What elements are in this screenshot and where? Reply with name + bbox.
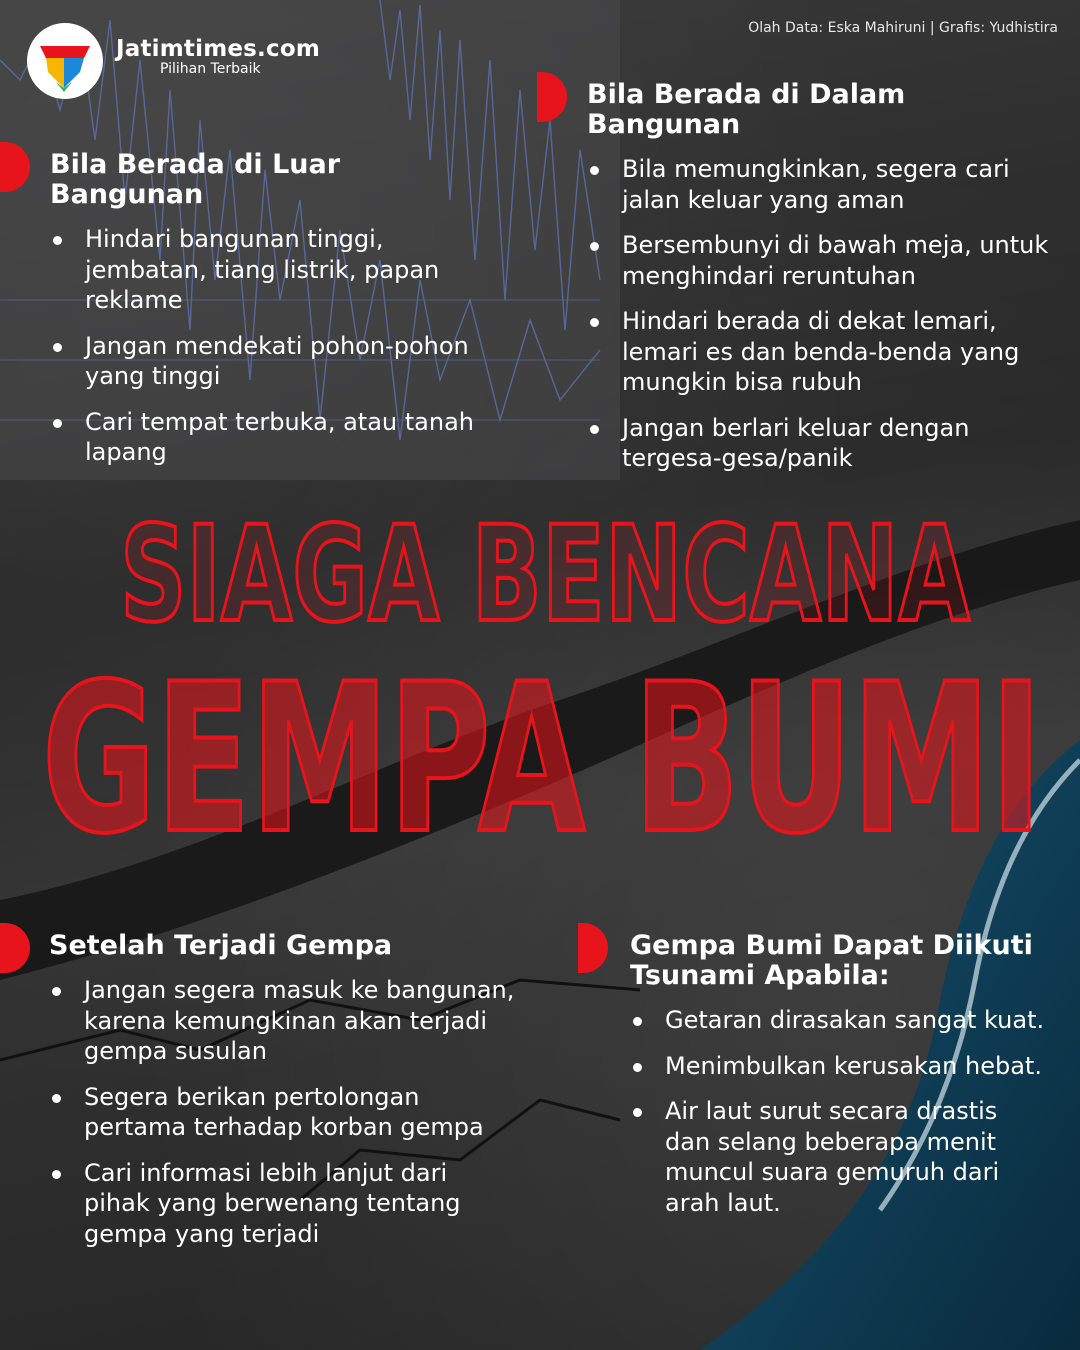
bullet-list — [49, 975, 519, 1249]
bullet-list — [587, 154, 1057, 474]
list-item: Bila memungkinkan, segera cari jalan keluar yang aman — [587, 154, 1057, 215]
list-item: Cari informasi lebih lanjut dari pihak yang berwenang tentang gempa yang terjadi — [49, 1158, 519, 1250]
bullet-list — [50, 224, 480, 468]
credit-line: Olah Data: Eska Mahiruni | Grafis: Yudhistira — [748, 20, 1058, 36]
section-after — [49, 931, 519, 1264]
list-item: Jangan segera masuk ke bangunan, karena kemungkinan akan terjadi gempa susulan — [49, 975, 519, 1067]
title-line-2: GEMPA BUMI — [42, 641, 1042, 850]
list-item: Getaran dirasakan sangat kuat. — [630, 1005, 1050, 1036]
list-item: Segera berikan pertolongan pertama terhadap korban gempa — [49, 1082, 519, 1143]
section-heading: Gempa Bumi Dapat Diikuti Tsunami Apabila: — [630, 930, 1033, 991]
section-tsunami — [630, 931, 1050, 1233]
list-item: Jangan mendekati pohon-pohon yang tinggi — [50, 331, 480, 392]
main-title — [0, 470, 1080, 850]
list-item: Cari tempat terbuka, atau tanah lapang — [50, 407, 480, 468]
brand-name: Jatimtimes.com — [116, 36, 320, 62]
section-heading: Bila Berada di Dalam Bangunan — [587, 79, 906, 140]
section-inside — [587, 80, 1057, 489]
list-item: Menimbulkan kerusakan hebat. — [630, 1051, 1050, 1082]
section-heading: Bila Berada di Luar Bangunan — [50, 149, 341, 210]
list-item: Hindari berada di dekat lemari, lemari es dan benda-benda yang mungkin bisa rubuh — [587, 306, 1057, 398]
bullet-list — [630, 1005, 1050, 1218]
list-item: Jangan berlari keluar dengan tergesa-gesa/panik — [587, 413, 1057, 474]
list-item: Air laut surut secara drastis dan selang beberapa menit muncul suara gemuruh dari arah laut. — [630, 1096, 1050, 1218]
list-item: Bersembunyi di bawah meja, untuk menghindari reruntuhan — [587, 230, 1057, 291]
section-heading: Setelah Terjadi Gempa — [49, 930, 393, 961]
section-outside — [50, 150, 480, 483]
title-line-1: SIAGA BENCANA — [120, 498, 970, 652]
jatimtimes-logo[interactable] — [26, 22, 104, 100]
brand-tagline: Pilihan Terbaik — [160, 61, 261, 77]
list-item: Hindari bangunan tinggi, jembatan, tiang listrik, papan reklame — [50, 224, 480, 316]
